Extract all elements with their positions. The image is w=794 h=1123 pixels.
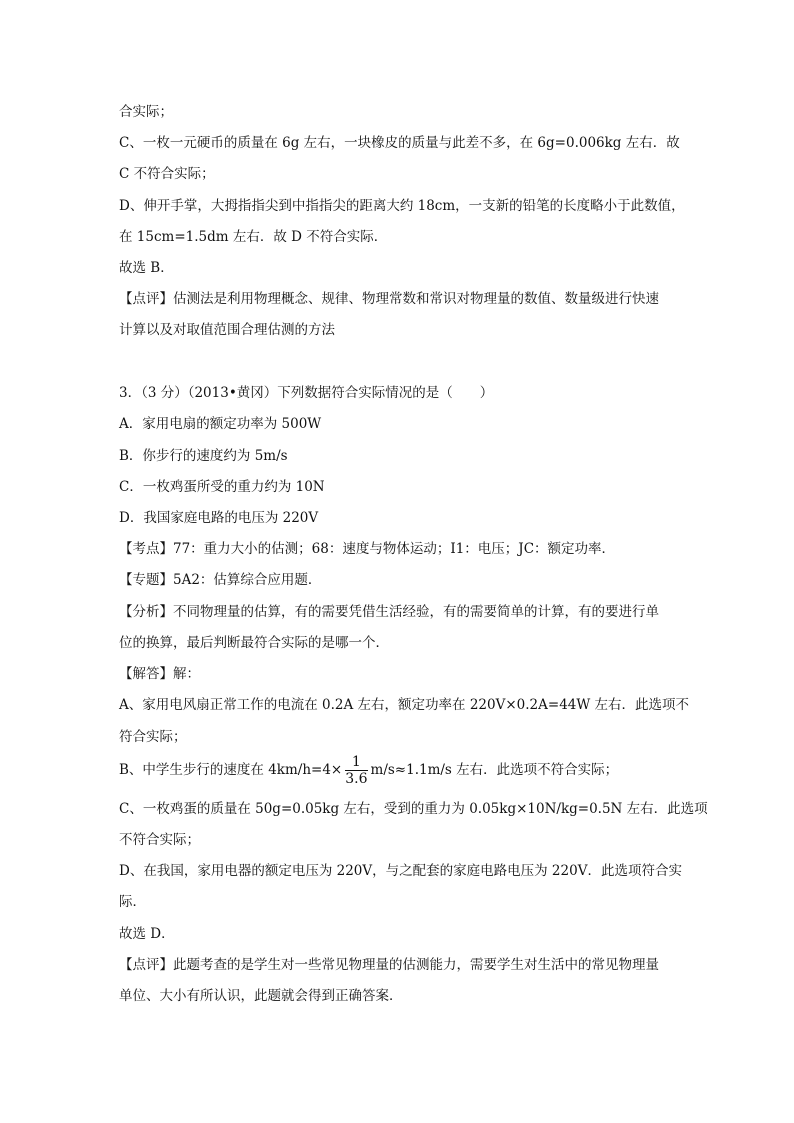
question-3-answer-choice: 故选 D． <box>119 926 175 942</box>
solution-b-text-after: m/s≈1.1m/s 左右．此选项不符合实际； <box>370 762 619 778</box>
question-3-analysis-line2: 位的换算，最后判断最符合实际的是哪一个． <box>119 635 389 651</box>
question-3-option-c: C．一枚鸡蛋所受的重力约为 10N <box>119 479 325 495</box>
prev-continuation: 合实际； <box>119 104 173 120</box>
fraction-denominator: 3.6 <box>345 771 368 787</box>
prev-review-line1: 【点评】估测法是利用物理概念、规律、物理常数和常识对物理量的数值、数量级进行快速 <box>119 291 659 307</box>
prev-review-line2: 计算以及对取值范围合理估测的方法 <box>119 322 335 338</box>
question-3-review-line1: 【点评】此题考查的是学生对一些常见物理量的估测能力，需要学生对生活中的常见物理量 <box>119 957 659 973</box>
solution-b-line <box>119 752 618 788</box>
question-3-option-d: D．我国家庭电路的电压为 220V <box>119 510 319 526</box>
solution-d-line2: 际． <box>119 894 146 910</box>
question-3-kaodian: 【考点】77：重力大小的估测；68：速度与物体运动；I1：电压；JC：额定功率． <box>119 541 616 557</box>
question-3-review-line2: 单位、大小有所认识，此题就会得到正确答案． <box>119 988 403 1004</box>
question-3-stem: 3．（3 分）（2013•黄冈）下列数据符合实际情况的是（ ） <box>119 385 494 401</box>
fraction <box>345 754 367 787</box>
solution-a-line1: A、家用电风扇正常工作的电流在 0.2A 左右，额定功率在 220V×0.2A=44W 左右．此选项不 <box>119 697 690 713</box>
fraction-numerator: 1 <box>345 754 367 771</box>
question-3-zhuanti: 【专题】5A2：估算综合应用题． <box>119 572 322 588</box>
question-3-analysis-line1: 【分析】不同物理量的估算，有的需要凭借生活经验，有的需要简单的计算，有的要进行单 <box>119 604 659 620</box>
prev-option-c-line2: C 不符合实际； <box>119 166 215 182</box>
solution-c-line1: C、一枚鸡蛋的质量在 50g=0.05kg 左右，受到的重力为 0.05kg×10N/kg=0.5N 左右．此选项 <box>119 801 708 817</box>
prev-option-c-line1: C、一枚一元硬币的质量在 6g 左右，一块橡皮的质量与此差不多，在 6g=0.006kg 左右．故 <box>119 135 680 151</box>
solution-d-line1: D、在我国，家用电器的额定电压为 220V，与之配套的家庭电路电压为 220V．此选项符合实 <box>119 863 682 879</box>
question-3-option-b: B．你步行的速度约为 5m/s <box>119 448 288 464</box>
question-3-option-a: A．家用电扇的额定功率为 500W <box>119 416 322 432</box>
solution-a-line2: 符合实际； <box>119 729 187 745</box>
prev-answer-choice: 故选 B． <box>119 260 174 276</box>
solution-c-line2: 不符合实际； <box>119 832 200 848</box>
solution-b-text-before: B、中学生步行的速度在 4km/h=4× <box>119 762 343 778</box>
prev-option-d-line1: D、伸开手掌，大拇指指尖到中指指尖的距离大约 18cm，一支新的铅笔的长度略小于此数值， <box>119 198 685 214</box>
question-3-solution-label: 【解答】解： <box>119 666 200 682</box>
prev-option-d-line2: 在 15cm=1.5dm 左右．故 D 不符合实际． <box>119 229 388 245</box>
